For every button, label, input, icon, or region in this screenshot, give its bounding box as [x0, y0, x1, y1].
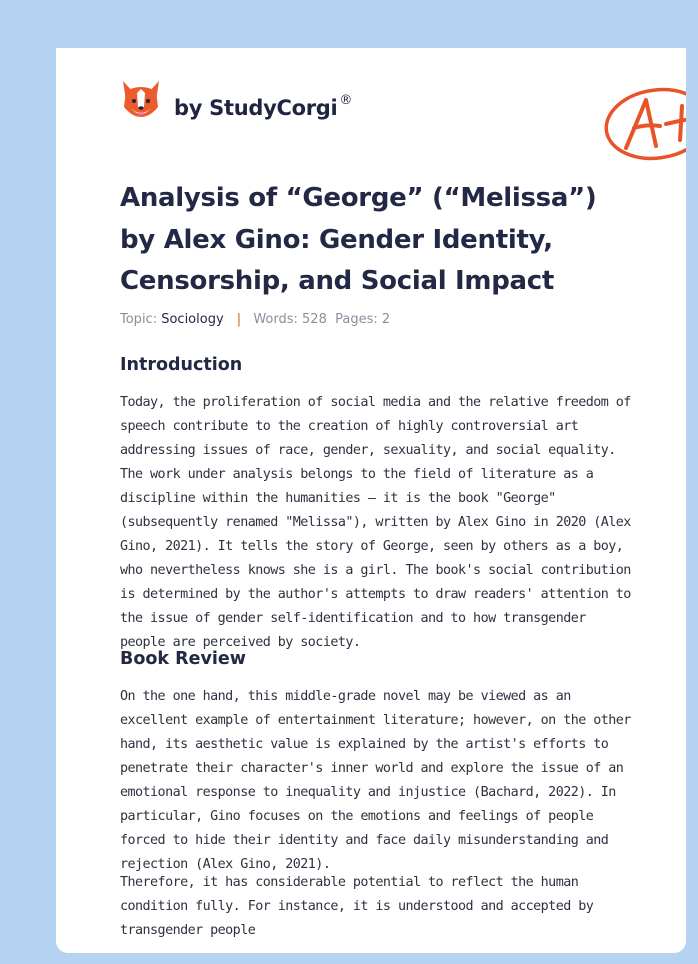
- corgi-logo-icon: [120, 77, 162, 123]
- a-plus-grade-icon: [604, 86, 686, 166]
- word-count: Words: 528: [253, 312, 327, 327]
- meta-separator: |: [236, 312, 242, 327]
- paragraph-introduction: Today, the proliferation of social media and the relative freedom of speech contribute to the creation of highly controversial art addressing issues of race, gender, sexuality, and social equality. The work under analysis belongs to the field of literature as a discipline within the humanities – it is the book "George" (subsequently renamed "Melissa"), written by Alex Gino in 2020 (Alex Gino, 2021). It tells the story of George, seen by others as a boy, who nevertheless knows she is a girl. The book's social contribution is determined by the author's attempts to draw readers' attention to the issue of gender self-identification and to how transgender people are perceived by society.: [120, 395, 631, 650]
- brand-name[interactable]: by StudyCorgi ®: [174, 93, 353, 120]
- page-count: Pages: 2: [335, 312, 391, 327]
- document-page: [56, 48, 686, 953]
- paragraph-book-review-2: Therefore, it has considerable potential to reflect the human condition fully. For instance, it is understood and accepted by transgender people: [120, 875, 594, 938]
- page-title: Analysis of “George” (“Melissa”) by Alex Gino: Gender Identity, Censorship, and Social Impact: [120, 183, 597, 296]
- paragraph-book-review-1: On the one hand, this middle-grade novel may be viewed as an excellent example of entertainment literature; however, on the other hand, its aesthetic value is explained by the artist's efforts to penetrate their character's inner world and explore the issue of an emotional response to inequality and injustice (Bachard, 2022). In particular, Gino focuses on the emotions and feelings of people forced to hide their identity and face daily misunderstanding and rejection (Alex Gino, 2021).: [120, 689, 631, 872]
- topic-link[interactable]: Sociology: [161, 312, 224, 327]
- section-heading-introduction: Introduction: [120, 355, 243, 375]
- header: [120, 74, 640, 144]
- registered-mark: ®: [339, 93, 353, 108]
- section-heading-book-review: Book Review: [120, 649, 246, 669]
- document-meta: [120, 312, 390, 327]
- topic-label: Topic:: [120, 312, 158, 327]
